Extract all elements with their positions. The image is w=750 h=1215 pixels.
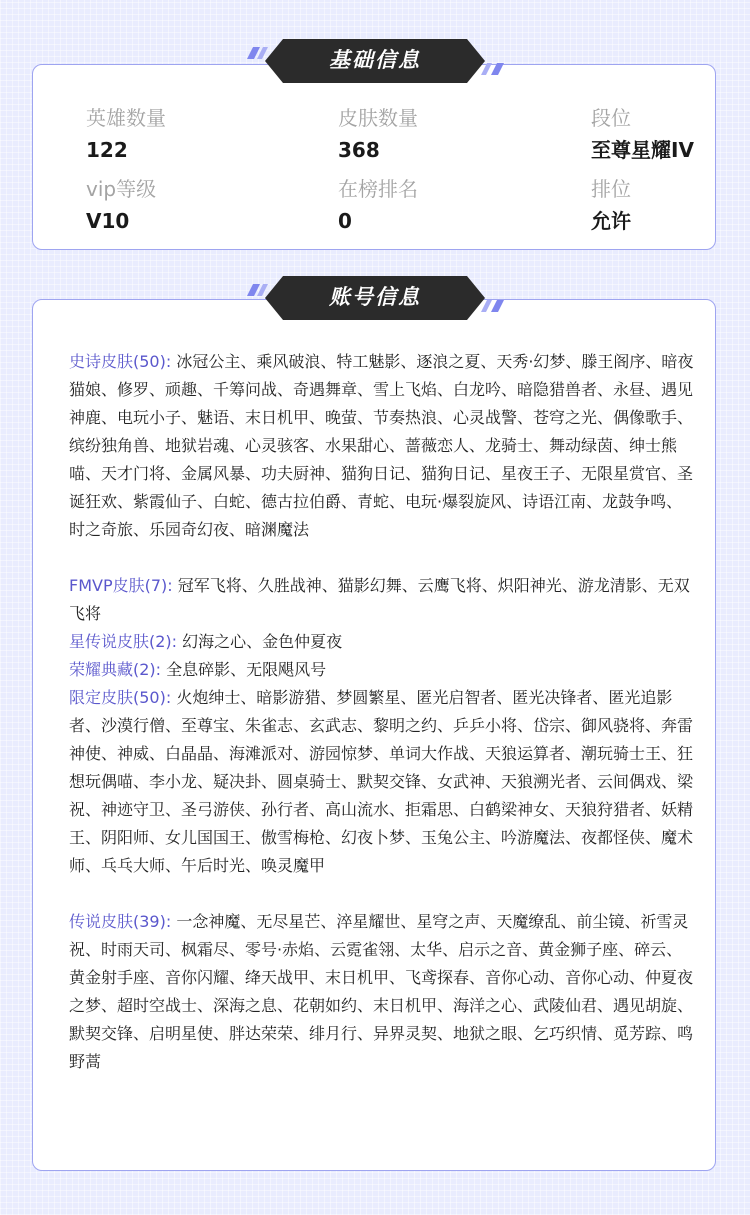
basic-info-card — [32, 64, 716, 250]
stat-leaderboard-rank — [338, 176, 418, 234]
skin-category-label: 史诗皮肤(50): — [69, 352, 172, 371]
stat-value: V10 — [86, 209, 130, 233]
skin-names: 火炮绅士、暗影游猎、梦圆繁星、匿光启智者、匿光决锋者、匿光追影者、沙漠行僧、至尊宝、朱雀志、玄武志、黎明之约、乒乒小将、岱宗、御风骁将、奔雷神使、神威、白晶晶、海滩派对、游园惊梦、单词大作战、天狼运算者、潮玩骑士王、狂想玩偶喵、李小龙、疑决卦、圆桌骑士、默契交锋、女武神、天狼溯光者、云间偶戏、梁祝、神迹守卫、圣弓游侠、孙行者、高山流水、拒霜思、白鹤梁神女、天狼狩猎者、妖精王、阴阳师、女儿国国王、傲雪梅枪、幻夜卜梦、玉兔公主、吟游魔法、夜都怪侠、魔术师、乓乓大师、午后时光、唤灵魔甲 — [69, 688, 694, 875]
section-title: 账号信息 — [329, 285, 421, 309]
skin-group-epic — [69, 348, 695, 544]
stat-ranked-allowed — [591, 176, 631, 234]
skin-group-limited — [69, 684, 695, 880]
skin-category-label: 星传说皮肤(2): — [69, 632, 178, 651]
stat-label: 段位 — [591, 106, 631, 130]
account-info-card — [32, 299, 716, 1171]
stat-value: 122 — [86, 138, 128, 162]
skin-names: 幻海之心、金色仲夏夜 — [182, 632, 343, 651]
stat-hero-count — [86, 105, 166, 163]
stat-skin-count — [338, 105, 418, 163]
stat-label: vip等级 — [86, 177, 157, 201]
stat-vip-level — [86, 176, 156, 234]
skin-category-label: FMVP皮肤(7): — [69, 576, 173, 595]
stat-label: 排位 — [591, 177, 631, 201]
skin-category-label: 荣耀典藏(2): — [69, 660, 162, 679]
stat-value: 0 — [338, 209, 352, 233]
skin-group-star-legend — [69, 628, 695, 656]
skin-names: 冰冠公主、乘风破浪、特工魅影、逐浪之夏、天秀·幻梦、滕王阁序、暗夜猫娘、修罗、顽趣、千筹问战、奇遇舞章、雪上飞焰、白龙吟、暗隐猎兽者、永昼、遇见神鹿、电玩小子、魅语、末日机甲、晚萤、节奏热浪、心灵战警、苍穹之光、偶像歌手、缤纷独角兽、地狱岩魂、心灵骇客、水果甜心、蔷薇恋人、龙骑士、舞动绿茵、绅士熊喵、天才门将、金属风暴、功夫厨神、猫狗日记、猫狗日记、星夜王子、无限星赏官、圣诞狂欢、紫霞仙子、白蛇、德古拉伯爵、青蛇、电玩·爆裂旋风、诗语江南、龙鼓争鸣、时之奇旅、乐园奇幻夜、暗渊魔法 — [69, 352, 694, 539]
skin-list — [69, 348, 695, 1076]
skin-group-fmvp — [69, 572, 695, 628]
section-title: 基础信息 — [329, 48, 421, 72]
skin-names: 冠军飞将、久胜战神、猫影幻舞、云鹰飞将、炽阳神光、游龙清影、无双飞将 — [69, 576, 690, 623]
stat-value: 368 — [338, 138, 380, 162]
stat-rank-tier — [591, 105, 694, 163]
stat-value: 允许 — [591, 209, 631, 233]
skin-category-label: 传说皮肤(39): — [69, 912, 172, 931]
account-info-banner — [245, 274, 505, 322]
stat-label: 在榜排名 — [338, 177, 418, 201]
skin-names: 一念神魔、无尽星芒、淬星耀世、星穹之声、天魔缭乱、前尘镜、祈雪灵祝、时雨天司、枫霜尽、零号·赤焰、云霓雀翎、太华、启示之音、黄金狮子座、碎云、黄金射手座、音你闪耀、绛天战甲、末日机甲、飞鸢探春、音你心动、音你心动、仲夏夜之梦、超时空战士、深海之息、花朝如约、末日机甲、海洋之心、武陵仙君、遇见胡旋、默契交锋、启明星使、胖达荣荣、绯月行、异界灵契、地狱之眼、乞巧织情、觅芳踪、鸣野蒿 — [69, 912, 694, 1071]
stat-label: 英雄数量 — [86, 106, 166, 130]
skin-group-legend — [69, 908, 695, 1076]
skin-category-label: 限定皮肤(50): — [69, 688, 172, 707]
skin-names: 全息碎影、无限飓风号 — [166, 660, 327, 679]
basic-info-banner — [245, 37, 505, 85]
stat-value: 至尊星耀IV — [591, 138, 694, 162]
skin-group-glory-collection — [69, 656, 695, 684]
stat-label: 皮肤数量 — [338, 106, 418, 130]
